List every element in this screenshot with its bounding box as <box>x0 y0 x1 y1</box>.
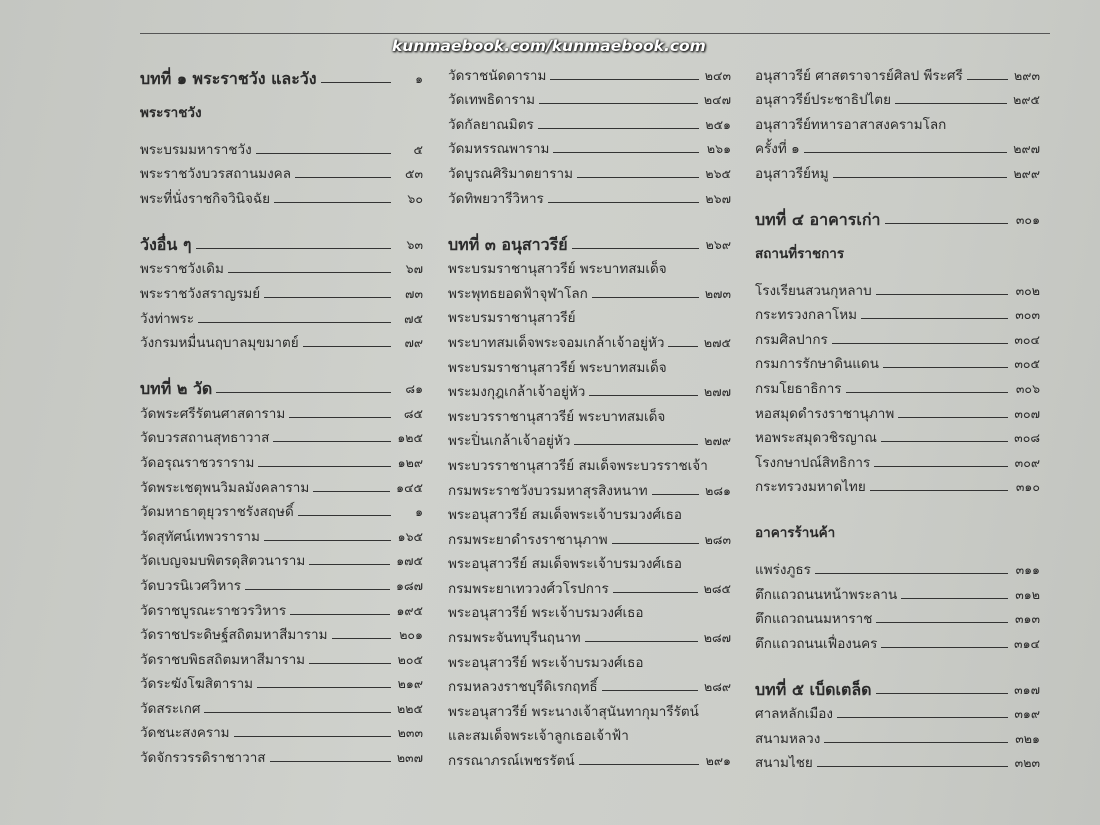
leader-line <box>264 540 391 541</box>
toc-entry <box>140 159 423 184</box>
leader-line <box>883 367 1008 368</box>
entry-title: วัดจักรวรรดิราชาวาส <box>140 750 266 767</box>
leader-line <box>553 152 699 153</box>
toc-entry <box>755 628 1040 653</box>
toc-entry <box>140 595 423 620</box>
entry-title: วัดบูรณศิริมาตยาราม <box>448 165 573 182</box>
page-number: ๖๐ <box>407 190 423 206</box>
toc-entry <box>755 604 1040 629</box>
leader-line <box>804 152 1008 153</box>
leader-line <box>245 589 390 590</box>
toc-entry <box>755 472 1040 497</box>
entry-title: และสมเด็จพระเจ้าลูกเธอเจ้าฟ้า <box>448 728 629 745</box>
page-number: ๑๒๕ <box>397 430 423 446</box>
entry-title: บทที่ ๓ อนุสาวรีย์ <box>448 234 568 254</box>
page-number: ๘๕ <box>403 405 423 421</box>
entry-title: วัดบวรสถานสุทธาวาส <box>140 430 270 447</box>
entry-title: พระมงกุฎเกล้าเจ้าอยู่หัว <box>448 384 586 401</box>
entry-title: พระบรมมหาราชวัง <box>140 141 252 158</box>
toc-entry <box>448 327 731 352</box>
page-number: ๓๑๒ <box>1015 586 1040 602</box>
entry-title: กรมพระยาดำรงราชานุภาพ <box>448 531 608 548</box>
page-number: ๓๑๓ <box>1014 611 1040 627</box>
toc-entry <box>140 521 423 546</box>
page-number: ๗๙ <box>404 335 423 351</box>
page-number: ๑๒๙ <box>397 454 423 470</box>
entry-title: กรมพระยาเทววงศ์วโรปการ <box>448 580 609 597</box>
entry-title: อาคารร้านค้า <box>755 525 836 542</box>
page-number: ๗๓ <box>405 285 423 301</box>
entry-title: วัดเทพธิดาราม <box>448 92 536 109</box>
toc-entry <box>140 472 423 497</box>
leader-line <box>876 294 1008 295</box>
leader-line <box>273 441 391 442</box>
page-number: ๑๔๕ <box>396 479 423 495</box>
entry-title: พระราชวัง <box>140 105 202 121</box>
entry-title: วัดอรุณราชวราราม <box>140 454 255 471</box>
toc-entry <box>448 647 731 672</box>
leader-line <box>303 346 391 347</box>
toc-entry <box>448 278 731 303</box>
entry-title: บทที่ ๕ เบ็ดเตล็ด <box>755 679 872 699</box>
toc-entry <box>448 573 731 598</box>
page-number: ๘๑ <box>405 381 423 397</box>
leader-line <box>577 177 699 178</box>
entry-title: บทที่ ๒ วัด <box>140 379 213 399</box>
leader-line <box>579 764 699 765</box>
toc-entry <box>140 669 423 694</box>
toc-entry <box>140 303 423 328</box>
entry-title: กรมการรักษาดินแดน <box>755 356 879 373</box>
leader-line <box>572 248 699 249</box>
toc-entry <box>448 109 731 134</box>
entry-title: พระบรมราชานุสาวรีย์ พระบาทสมเด็จ <box>448 261 667 278</box>
page-number: ๒๐๑ <box>399 627 423 643</box>
entry-title: แพร่งภูธร <box>755 561 811 578</box>
page-number: ๓๐๒ <box>1015 282 1040 298</box>
leader-line <box>895 103 1007 104</box>
leader-line <box>967 79 1008 80</box>
toc-entry <box>755 447 1040 472</box>
leader-line <box>589 395 698 396</box>
leader-line <box>652 494 699 495</box>
entry-title: พระที่นั่งราชกิจวินิจฉัย <box>140 190 271 207</box>
entry-title: พระราชวังสราญรมย์ <box>140 285 261 302</box>
leader-line <box>832 343 1008 344</box>
toc-entry <box>140 447 423 472</box>
entry-title: วัดชนะสงคราม <box>140 725 230 742</box>
toc-entry <box>448 85 731 110</box>
toc-entry <box>448 303 731 328</box>
entry-title: วังกรมหมื่นนฤบาลมุขมาตย์ <box>140 335 299 352</box>
watermark: kunmaebook.com/kunmaebook.com <box>392 37 706 55</box>
entry-title: อนุสาวรีย์หมู <box>755 165 829 182</box>
leader-line <box>668 346 697 347</box>
leader-line <box>538 128 699 129</box>
entry-title: ตึกแถวถนนเฟื่องนคร <box>755 635 878 652</box>
entry-title: ตึกแถวถนนมหาราช <box>755 611 873 628</box>
entry-title: กรมศิลปากร <box>755 331 828 348</box>
toc-entry <box>755 554 1040 579</box>
leader-line <box>332 638 391 639</box>
toc-entry <box>140 546 423 571</box>
toc-entry <box>448 450 731 475</box>
leader-line <box>592 297 699 298</box>
entry-title: พระราชวังเดิม <box>140 261 224 278</box>
toc-chapter <box>755 671 1040 699</box>
leader-line <box>602 690 698 691</box>
page-number: ๒๙๓ <box>1014 67 1040 83</box>
entry-title: โรงเรียนสวนกุหลาบ <box>755 282 872 299</box>
page-number: ๖๗ <box>405 261 423 277</box>
leader-line <box>550 79 698 80</box>
page-number: ๒๘๙ <box>703 679 731 695</box>
toc-section-heading <box>140 98 423 128</box>
leader-line <box>258 466 391 467</box>
toc-entry <box>448 352 731 377</box>
entry-title: พระบรมราชานุสาวรีย์ พระบาทสมเด็จ <box>448 359 667 376</box>
entry-title: พระบาทสมเด็จพระจอมเกล้าเจ้าอยู่หัว <box>448 334 665 351</box>
leader-line <box>898 417 1008 418</box>
entry-title: สนามหลวง <box>755 730 821 747</box>
toc-entry <box>140 718 423 743</box>
entry-title: วัดพระศรีรัตนศาสดาราม <box>140 405 286 422</box>
toc-entry <box>140 497 423 522</box>
entry-title: ครั้งที่ ๑ <box>755 141 800 158</box>
toc-entry <box>755 134 1040 159</box>
leader-line <box>309 663 391 664</box>
toc-entry <box>140 398 423 423</box>
entry-title: พระอนุสาวรีย์ สมเด็จพระเจ้าบรมวงศ์เธอ <box>448 507 682 524</box>
toc-entry <box>448 622 731 647</box>
page-number: ๓๑๙ <box>1014 706 1040 722</box>
page-number: ๒๐๕ <box>397 651 423 667</box>
toc-entry <box>448 475 731 500</box>
leader-line <box>270 761 391 762</box>
page-number: ๑๘๗ <box>396 577 423 593</box>
leader-line <box>846 392 1008 393</box>
leader-line <box>228 272 391 273</box>
entry-title: วัดบวรนิเวศวิหาร <box>140 577 242 594</box>
toc-column-3 <box>755 60 1040 772</box>
page-number: ๒๗๓ <box>704 285 731 301</box>
entry-title: กรมหลวงราชบุรีดิเรกฤทธิ์ <box>448 679 598 696</box>
page-number: ๒๔๗ <box>703 92 731 108</box>
entry-title: พระปิ่นเกล้าเจ้าอยู่หัว <box>448 433 571 450</box>
leader-line <box>313 491 390 492</box>
entry-title: พระอนุสาวรีย์ พระเจ้าบรมวงศ์เธอ <box>448 654 644 671</box>
leader-line <box>901 598 1008 599</box>
page-number: ๒๗๕ <box>703 334 731 350</box>
leader-line <box>234 736 391 737</box>
toc-entry <box>755 85 1040 110</box>
toc-entry <box>755 60 1040 85</box>
leader-line <box>874 466 1008 467</box>
entry-title: พระบวรราชานุสาวรีย์ สมเด็จพระบวรราชเจ้า <box>448 457 708 474</box>
page-number: ๒๘๕ <box>703 580 731 596</box>
page-number: ๑ <box>415 504 423 520</box>
entry-title: บทที่ ๑ พระราชวัง และวัง <box>140 69 317 88</box>
toc-chapter <box>140 370 423 398</box>
leader-line <box>289 417 391 418</box>
leader-line <box>861 318 1008 319</box>
toc-entry <box>448 134 731 159</box>
toc-entry <box>140 423 423 448</box>
leader-line <box>309 564 390 565</box>
toc-entry <box>448 158 731 183</box>
toc-entry <box>140 693 423 718</box>
entry-title: พระบวรราชานุสาวรีย์ พระบาทสมเด็จ <box>448 408 666 425</box>
toc-entry <box>448 500 731 525</box>
leader-line <box>539 103 698 104</box>
toc-entry <box>755 324 1040 349</box>
entry-title: พระอนุสาวรีย์ พระนางเจ้าสุนันทากุมารีรัตน์ <box>448 703 699 720</box>
toc-entry <box>448 60 731 85</box>
toc-entry <box>755 398 1040 423</box>
leader-line <box>881 647 1008 648</box>
entry-title: วัดสุทัศน์เทพวราราม <box>140 528 260 545</box>
entry-title: พระอนุสาวรีย์ สมเด็จพระเจ้าบรมวงศ์เธอ <box>448 556 682 573</box>
entry-title: อนุสาวรีย์ทหารอาสาสงครามโลก <box>755 116 947 133</box>
page-number: ๗๕ <box>404 310 423 326</box>
page-number: ๒๙๙ <box>1013 165 1040 181</box>
leader-line <box>574 444 698 445</box>
page-number: ๑๖๕ <box>397 528 423 544</box>
page-number: ๒๘๑ <box>705 482 731 498</box>
leader-line <box>321 82 391 83</box>
entry-title: อนุสาวรีย์ประชาธิปไตย <box>755 92 891 109</box>
toc-entry <box>140 742 423 767</box>
page-number: ๕ <box>413 141 423 157</box>
top-rule <box>140 33 1050 34</box>
entry-title: วังอื่น ๆ <box>140 234 192 254</box>
toc-chapter <box>140 226 423 254</box>
toc-entry <box>448 745 731 770</box>
entry-title: วัดราชนัดดาราม <box>448 67 547 84</box>
leader-line <box>585 641 698 642</box>
page-number: ๒๙๗ <box>1013 141 1040 157</box>
page-number: ๓๑๐ <box>1015 479 1040 495</box>
page-number: ๒๑๙ <box>397 676 423 692</box>
toc-entry <box>755 349 1040 374</box>
toc-entry <box>140 570 423 595</box>
entry-title: หอพระสมุดวชิรญาณ <box>755 430 877 447</box>
entry-title: วัดกัลยาณมิตร <box>448 116 534 133</box>
entry-title: ตึกแถวถนนหน้าพระลาน <box>755 586 898 603</box>
page-number: ๓๒๑ <box>1015 730 1040 746</box>
entry-title: อนุสาวรีย์ ศาสตราจารย์ศิลป พีระศรี <box>755 67 963 84</box>
leader-line <box>870 490 1008 491</box>
leader-line <box>881 441 1008 442</box>
toc-entry <box>448 721 731 746</box>
entry-title: วัดสระเกศ <box>140 700 201 717</box>
leader-line <box>204 712 391 713</box>
toc-entry <box>755 275 1040 300</box>
page-number: ๓๐๖ <box>1015 380 1040 396</box>
toc-entry <box>755 699 1040 724</box>
page-number: ๒๖๙ <box>705 236 731 252</box>
entry-title: โรงกษาปณ์สิทธิการ <box>755 454 871 471</box>
page-number: ๒๙๑ <box>705 753 731 769</box>
toc-entry <box>448 549 731 574</box>
toc-entry <box>140 328 423 353</box>
page-number: ๓๑๗ <box>1014 681 1040 697</box>
toc-entry <box>448 183 731 208</box>
page-number: ๒๘๓ <box>704 531 731 547</box>
leader-line <box>613 592 698 593</box>
leader-line <box>216 392 391 393</box>
toc-entry <box>755 748 1040 773</box>
toc-section-heading <box>755 239 1040 269</box>
page-number: ๒๓๗ <box>396 750 423 766</box>
entry-title: วัดเบญจมบพิตรดุสิตวนาราม <box>140 553 306 570</box>
page-number: ๓๐๕ <box>1014 356 1040 372</box>
toc-entry <box>755 373 1040 398</box>
leader-line <box>548 202 699 203</box>
entry-title: พระราชวังบวรสถานมงคล <box>140 166 291 183</box>
page-number: ๒๗๙ <box>704 433 731 449</box>
page-number: ๓๐๑ <box>1015 211 1040 227</box>
entry-title: วัดมหาธาตุยุวราชรังสฤษดิ์ <box>140 504 294 521</box>
toc-chapter <box>140 60 423 88</box>
page-number: ๒๙๕ <box>1013 92 1040 108</box>
toc-entry <box>448 254 731 279</box>
toc-entry <box>448 598 731 623</box>
leader-line <box>876 622 1008 623</box>
page-number: ๒๕๑ <box>705 116 731 132</box>
page-number: ๓๑๑ <box>1015 561 1040 577</box>
leader-line <box>815 573 1008 574</box>
page-number: ๓๐๓ <box>1015 307 1040 323</box>
toc-entry <box>140 278 423 303</box>
page-number: ๒๓๓ <box>397 725 423 741</box>
toc-entry <box>755 300 1040 325</box>
toc-section-heading <box>755 518 1040 548</box>
entry-title: สถานที่ราชการ <box>755 245 845 262</box>
toc-entry <box>448 696 731 721</box>
page-number: ๓๐๔ <box>1014 331 1040 347</box>
entry-title: หอสมุดดำรงราชานุภาพ <box>755 405 895 422</box>
page-number: ๒๖๗ <box>705 190 731 206</box>
toc-entry <box>448 401 731 426</box>
toc-entry <box>140 644 423 669</box>
entry-title: วัดมหรรณพาราม <box>448 141 550 158</box>
toc-column-1 <box>140 60 423 767</box>
entry-title: วัดทิพยวารีวิหาร <box>448 190 544 207</box>
entry-title: พระบรมราชานุสาวรีย์ <box>448 310 576 327</box>
leader-line <box>833 177 1008 178</box>
toc-chapter <box>448 226 731 254</box>
toc-entry <box>448 672 731 697</box>
toc-entry <box>755 723 1040 748</box>
leader-line <box>256 153 391 154</box>
entry-title: วังท่าพระ <box>140 310 195 327</box>
page-number: ๓๐๗ <box>1014 405 1040 421</box>
page-number: ๖๓ <box>406 236 423 252</box>
leader-line <box>295 177 391 178</box>
toc-entry <box>755 158 1040 183</box>
leader-line <box>824 742 1008 743</box>
page-number: ๑๗๕ <box>396 553 423 569</box>
page-number: ๒๖๕ <box>705 165 731 181</box>
page-number: ๒๔๓ <box>704 67 731 83</box>
entry-title: กรมพระราชวังบวรมหาสุรสิงหนาท <box>448 482 648 499</box>
page-number: ๑ <box>415 71 423 86</box>
page-number: ๓๑๔ <box>1014 635 1040 651</box>
leader-line <box>612 543 699 544</box>
leader-line <box>274 202 391 203</box>
toc-entry <box>755 579 1040 604</box>
page-number: ๓๐๘ <box>1014 430 1040 446</box>
entry-title: บทที่ ๔ อาคารเก่า <box>755 209 881 229</box>
leader-line <box>817 766 1008 767</box>
leader-line <box>876 693 1008 694</box>
entry-title: กรมพระจันทบุรีนฤนาท <box>448 630 581 647</box>
entry-title: วัดระฆังโฆสิตาราม <box>140 676 254 693</box>
page-number: ๕๓ <box>404 166 423 182</box>
entry-title: วัดราชประดิษฐ์สถิตมหาสีมาราม <box>140 627 328 644</box>
toc-entry <box>140 620 423 645</box>
entry-title: พระพุทธยอดฟ้าจุฬาโลก <box>448 285 588 302</box>
leader-line <box>885 223 1008 224</box>
leader-line <box>290 614 390 615</box>
entry-title: วัดพระเชตุพนวิมลมังคลาราม <box>140 479 310 496</box>
leader-line <box>198 322 391 323</box>
page-number: ๒๘๗ <box>703 630 731 646</box>
toc-entry <box>755 109 1040 134</box>
entry-title: ศาลหลักเมือง <box>755 706 833 723</box>
entry-title: กระทรวงมหาดไทย <box>755 479 866 496</box>
entry-title: วัดราชบพิธสถิตมหาสีมาราม <box>140 651 306 668</box>
toc-column-2 <box>448 60 731 770</box>
leader-line <box>196 248 391 249</box>
toc-entry <box>140 254 423 279</box>
page-number: ๒๖๑ <box>706 141 731 157</box>
toc-entry <box>140 134 423 159</box>
toc-entry <box>448 524 731 549</box>
toc-entry <box>140 183 423 208</box>
toc-chapter <box>755 201 1040 229</box>
toc-entry <box>448 377 731 402</box>
leader-line <box>298 515 391 516</box>
leader-line <box>257 687 391 688</box>
toc-entry <box>755 423 1040 448</box>
leader-line <box>837 717 1008 718</box>
toc-entry <box>448 426 731 451</box>
entry-title: สนามไชย <box>755 755 813 772</box>
page-number: ๒๒๕ <box>397 700 423 716</box>
leader-line <box>264 297 391 298</box>
entry-title: กรมโยธาธิการ <box>755 380 842 397</box>
entry-title: พระอนุสาวรีย์ พระเจ้าบรมวงศ์เธอ <box>448 605 644 622</box>
page-number: ๓๐๙ <box>1014 454 1040 470</box>
entry-title: กรรณาภรณ์เพชรรัตน์ <box>448 753 575 770</box>
page-number: ๒๗๗ <box>703 384 731 400</box>
page-number: ๑๙๕ <box>396 602 423 618</box>
page-number: ๓๒๓ <box>1014 755 1040 771</box>
entry-title: กระทรวงกลาโหม <box>755 307 858 324</box>
entry-title: วัดราชบูรณะราชวรวิหาร <box>140 602 287 619</box>
